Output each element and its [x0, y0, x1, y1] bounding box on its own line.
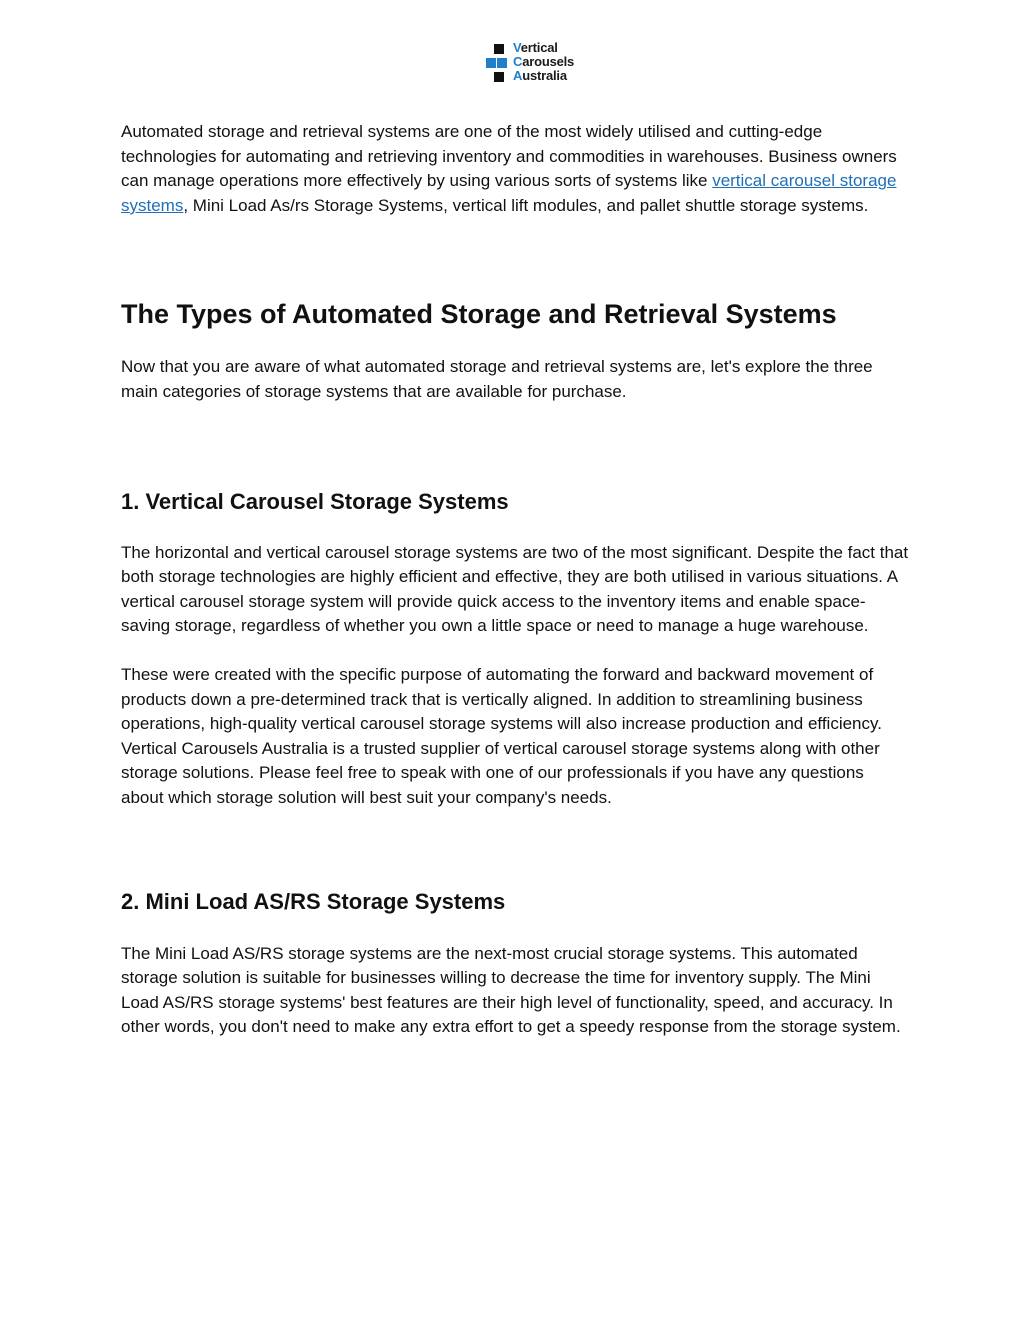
vertical-carousels-australia-logo: [486, 42, 596, 88]
mini-load-paragraph: The Mini Load AS/RS storage systems are the next-most crucial storage systems. This automated storage solution is suitable for businesses willing to decrease the time for inventory supply. The Mini Load AS/RS storage systems' best features are their high level of functionality, speed, and accuracy. In other words, you don't need to make any extra effort to get a speedy response from the storage system.: [121, 943, 901, 1037]
heading-vertical-carousel: 1. Vertical Carousel Storage Systems: [121, 488, 509, 514]
document-body: [121, 120, 911, 1040]
vertical-carousel-paragraph-2: These were created with the specific purpose of automating the forward and backward movement of products down a pre-determined track that is vertically aligned. In addition to streamlining business operations, high-quality vertical carousel storage systems will also increase production and efficiency. Vertical Carousels Australia is a trusted supplier of vertical carousel storage systems along with other storage solutions. Please feel free to speak with one of our professionals if you have any questions about which storage solution will best suit your company's needs.: [121, 664, 882, 807]
types-paragraph: Now that you are aware of what automated storage and retrieval systems are, let's explore the three main categories of storage systems that are available for purchase.: [121, 357, 873, 401]
vertical-carousel-storage-systems-link[interactable]: vertical carousel storage systems: [121, 171, 897, 215]
vertical-carousel-paragraph-1: The horizontal and vertical carousel storage systems are two of the most significant. Despite the fact that both storage technologies are highly efficient and effective, they are both utilised in various situations. A vertical carousel storage system will provide quick access to the inventory items and enable space-saving storage, regardless of whether you own a little space or need to manage a huge warehouse.: [121, 542, 909, 636]
heading-mini-load: 2. Mini Load AS/RS Storage Systems: [121, 888, 506, 914]
page-heading-types: The Types of Automated Storage and Retrieval Systems: [121, 299, 837, 330]
logo-squares-icon: [486, 42, 512, 84]
intro-paragraph: Automated storage and retrieval systems are one of the most widely utilised and cutting-edge technologies for automating and retrieving inventory and commodities in warehouses. Business owners can manage operations more effectively by using various sorts of systems like vertical carousel storage systems, Mini Load As/rs Storage Systems, vertical lift modules, and pallet shuttle storage systems.: [121, 122, 897, 215]
logo-wordmark: Vertical Carousels Australia: [513, 40, 575, 83]
